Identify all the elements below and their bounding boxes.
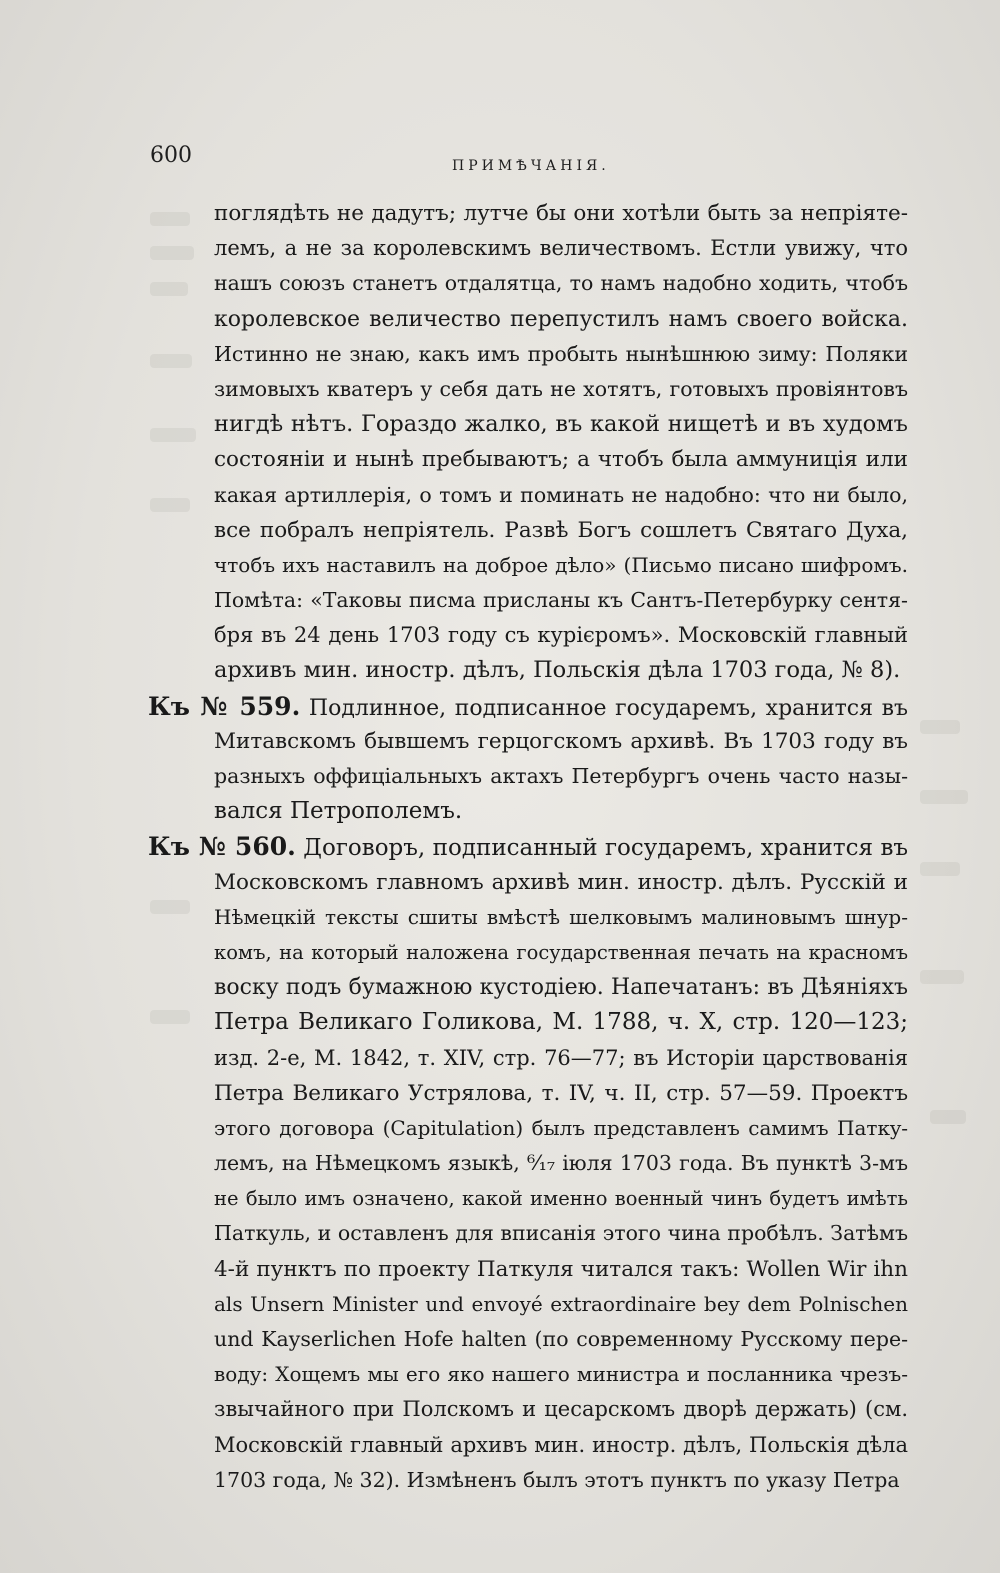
text-line: какая артиллерія, о томъ и поминать не надобно: что ни было, [214, 482, 908, 507]
text-line: королевское величество перепустилъ намъ своего войска. [214, 306, 908, 332]
text-line: воску подъ бумажною кустодіею. Напечатанъ: въ Дѣяніяхъ [214, 975, 908, 1001]
text-line: этого договора (Capitulation) былъ представленъ самимъ Паткy- [214, 1115, 908, 1140]
text-line: воду: Хощемъ мы его яко нашего министра и посланника чрезъ- [214, 1362, 908, 1387]
text-line: als Unsern Minister und envoyé extraordinaire bey dem Polnischen [214, 1291, 908, 1316]
text-line: Паткуль, и оставленъ для вписанія этого чина пробѣлъ. Затѣмъ [214, 1221, 908, 1246]
text-line: бря въ 24 день 1703 году съ курієромъ». Московскій главный [214, 623, 908, 648]
text-line: 1703 года, № 32). Измѣненъ былъ этотъ пунктъ по указу Петра [214, 1467, 900, 1492]
text-line: Московскомъ главномъ архивѣ мин. иностр. дѣлъ. Русскій и [214, 869, 908, 895]
note-first-line [148, 689, 908, 724]
text-line: Митавскомъ бывшемъ герцогскомъ архивѣ. Въ 1703 году въ [214, 728, 908, 754]
text-line: лемъ, на Нѣмецкомъ языкѣ, ⁶⁄₁₇ іюля 1703 года. Въ пунктѣ 3-мъ [214, 1151, 908, 1176]
text-line: 4-й пунктъ по проекту Паткуля читался такъ: Wollen Wir ihn [214, 1256, 908, 1282]
note-ref-559: Къ № 559. [148, 691, 301, 721]
text-line: все побралъ непріятель. Развѣ Богъ сошлетъ Святаго Духа, [214, 517, 908, 543]
text-line: комъ, на который наложена государственная печать на красномъ [214, 940, 908, 964]
text-line: разныхъ оффиціальныхъ актахъ Петербургъ очень часто назы- [214, 764, 908, 788]
note-ref-560: Къ № 560. [148, 832, 296, 862]
text-line: Петра Великаго Голикова, М. 1788, ч. X, стр. 120—123; [214, 1009, 908, 1036]
text-segment: Подлинное, подписанное государемъ, хранится въ [308, 695, 908, 721]
text-line: und Kayserlichen Hofe halten (по современному Русскому пере- [214, 1327, 908, 1351]
text-line: Петра Великаго Устрялова, т. IV, ч. II, стр. 57—59. Проектъ [214, 1080, 908, 1106]
text-line: Истинно не знаю, какъ имъ пробыть нынѣшнюю зиму: Поляки [214, 341, 908, 366]
page-number: 600 [150, 143, 192, 168]
note-first-line [148, 829, 908, 864]
text-line: изд. 2-е, М. 1842, т. XIV, стр. 76—77; въ Исторіи царствованія [214, 1045, 908, 1070]
text-line: состояніи и нынѣ пребываютъ; а чтобъ была аммуниція или [214, 447, 908, 473]
text-line: Нѣмецкій тексты сшиты вмѣстѣ шелковымъ малиновымъ шнур- [214, 904, 908, 929]
text-segment: Договоръ, подписанный государемъ, хранится въ [303, 835, 909, 862]
running-title: ПРИМѢЧАНІЯ. [452, 158, 610, 174]
note-560 [148, 829, 908, 1498]
text-line: не было имъ означено, какой именно военный чинъ будетъ имѣть [214, 1187, 908, 1211]
text-line: вался Петрополемъ. [214, 798, 463, 825]
text-line: поглядѣть не дадутъ; лутче бы они хотѣли быть за непріяте- [214, 201, 908, 226]
text-line: чтобъ ихъ наставилъ на доброе дѣло» (Письмо писано шифромъ. [214, 552, 908, 577]
note-559 [148, 689, 908, 830]
text-line: лемъ, а не за королевскимъ величествомъ. Естли увижу, что [214, 236, 908, 261]
text-line: нашъ союзъ станетъ отдалятца, то намъ надобно ходить, чтобъ [214, 271, 908, 296]
text-line: звычайного при Полскомъ и цесарскомъ дворѣ держать) (см. [214, 1397, 908, 1422]
text-line: архивъ мин. иностр. дѣлъ, Польскія дѣла 1703 года, № 8). [214, 657, 901, 684]
body-text [148, 196, 908, 1498]
text-line: Московскій главный архивъ мин. иностр. дѣлъ, Польскія дѣла [214, 1432, 908, 1457]
paragraph-letter-continuation [148, 196, 908, 689]
text-line: зимовыхъ кватеръ у себя дать не хотятъ, готовыхъ провіянтовъ [214, 376, 908, 401]
text-line: Помѣта: «Таковы писма присланы къ Сантъ-Петербурку сентя- [214, 588, 908, 613]
text-line: нигдѣ нѣтъ. Гораздо жалко, въ какой нищетѣ и въ худомъ [214, 411, 908, 438]
